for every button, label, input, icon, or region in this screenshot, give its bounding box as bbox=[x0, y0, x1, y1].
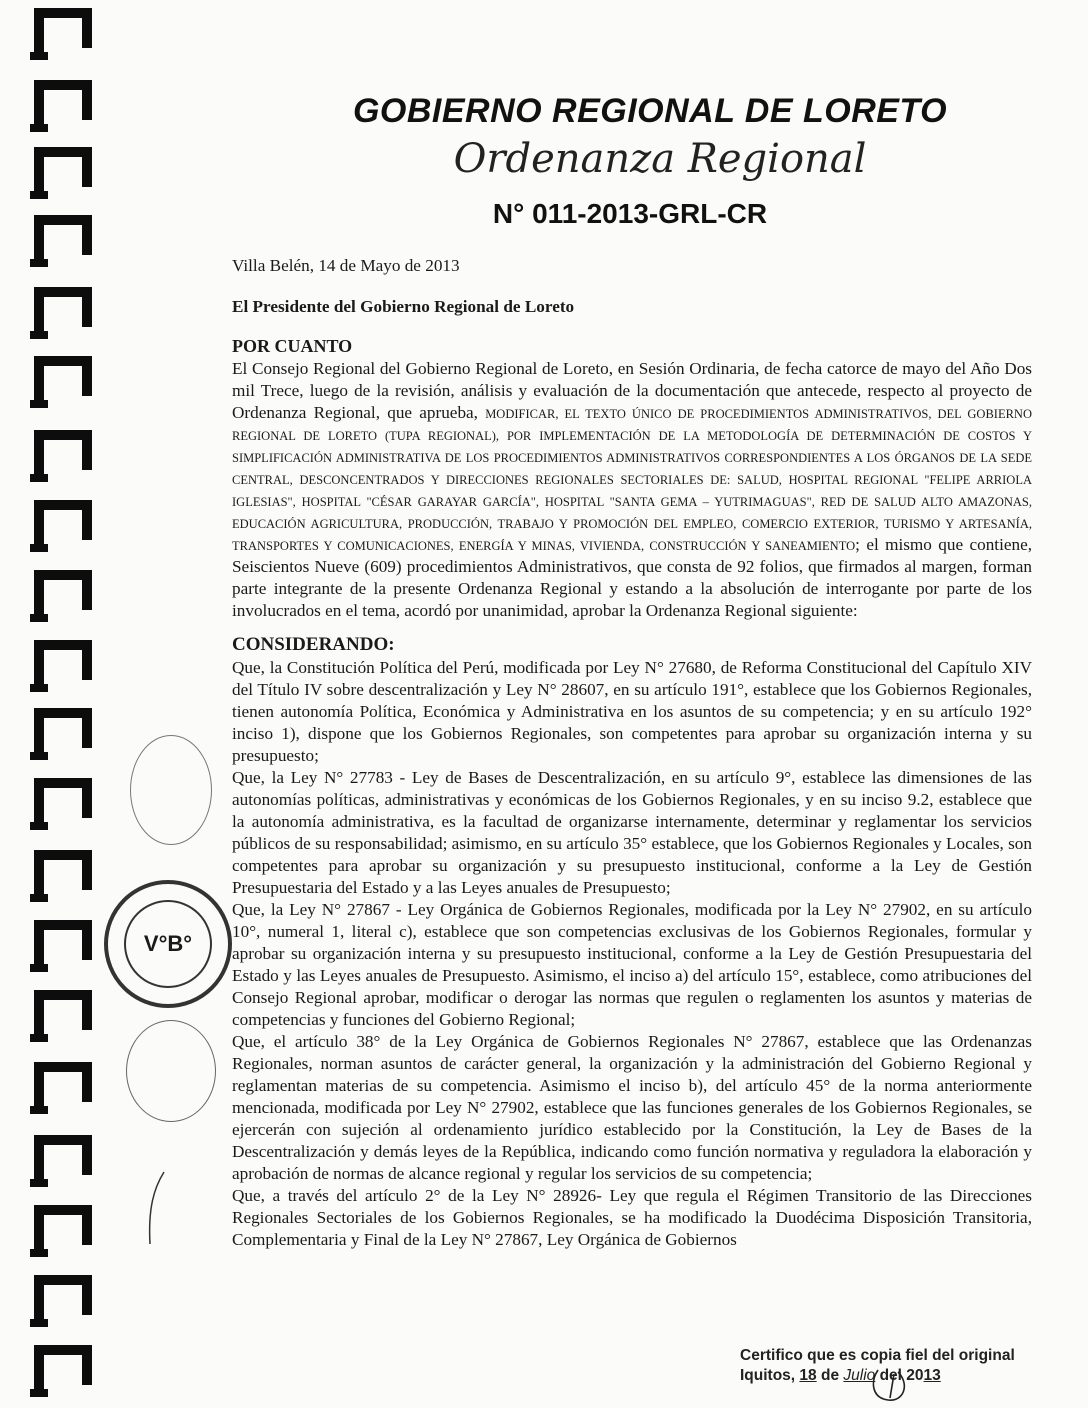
binding-ring bbox=[30, 1062, 96, 1114]
cert-month: Julio bbox=[843, 1367, 876, 1384]
considerando-body bbox=[232, 657, 1032, 1251]
ordinance-number: N° 011-2013-GRL-CR bbox=[492, 198, 768, 229]
binding-ring bbox=[30, 850, 96, 902]
por-cuanto-caps-text: MODIFICAR, EL TEXTO ÚNICO DE PROCEDIMIENTOS ADMINISTRATIVOS, DEL GOBIERNO REGIONAL DE LORETO (TUPA REGIONAL), POR IMPLEMENTACIÓN DE LA METODOLOGÍA DE DETERMINACIÓN DE COSTOS Y SIMPLIFICACIÓN ADMINISTRATIVA DE LOS PROCEDIMIENTOS ADMINISTRATIVOS CORRESPONDIENTES A LOS ÓRGANOS DE LA SEDE CENTRAL, DESCONCENTRADOS Y DIRECCIONES REGIONALES SECTORIALES DE: SALUD, HOSPITAL REGIONAL "FELIPE ARRIOLA IGLESIAS", HOSPITAL "CÉSAR GARAYAR GARCÍA", HOSPITAL "SANTA GEMA – YUTRIMAGUAS", RED DE SALUD ALTO AMAZONAS, EDUCACIÓN AGRICULTURA, PRODUCCIÓN, TRABAJO Y PROMOCIÓN DEL EMPLEO, COMERCIO EXTERIOR, TURISMO Y ARTESANÍA, TRANSPORTES Y COMUNICACIONES, ENERGÍA Y MINAS, VIVIENDA, CONSTRUCCIÓN Y SANEAMIENTO bbox=[232, 407, 1032, 553]
spiral-binding bbox=[30, 0, 100, 1408]
handwritten-mark bbox=[140, 1168, 170, 1248]
considerando-heading: CONSIDERANDO: bbox=[232, 634, 395, 655]
dateline: Villa Belén, 14 de Mayo de 2013 bbox=[232, 256, 460, 275]
official-seal bbox=[104, 880, 232, 1008]
por-cuanto-paragraph bbox=[232, 358, 1032, 622]
cert-place: Iquitos, bbox=[740, 1367, 800, 1384]
binding-ring bbox=[30, 1135, 96, 1187]
considerando-paragraph: Que, la Ley N° 27783 - Ley de Bases de Descentralización, en su artículo 9°, establece las dimensiones de las autonomías políticas, administrativas y económicas de los Gobiernos Regionales, y en su inciso 9.2, establece que la autonomía administrativa, es la facultad de organizarse internamente, determinar y reglamentar los servicios públicos de su responsabilidad; asimismo, en su artículo 35° establece, que los Gobiernos Regionales y Locales, son competentes para aprobar su organización y su presupuesto institucional, conforme a la Ley de Gestión Presupuestaria del Estado y a las Leyes anuales de Presupuesto; bbox=[232, 768, 1032, 897]
binding-ring bbox=[30, 147, 96, 199]
seal-inner-ring bbox=[124, 900, 212, 988]
signature bbox=[868, 1364, 928, 1404]
seal-center-text: V°B° bbox=[143, 931, 193, 956]
binding-ring bbox=[30, 430, 96, 482]
binding-ring bbox=[30, 1275, 96, 1327]
binding-ring bbox=[30, 215, 96, 267]
por-cuanto-heading: POR CUANTO bbox=[232, 336, 353, 356]
certification-line-1: Certifico que es copia fiel del original bbox=[740, 1347, 1015, 1364]
binding-ring bbox=[30, 1345, 96, 1397]
binding-ring bbox=[30, 80, 96, 132]
document-type-title: Ordenanza Regional bbox=[453, 136, 867, 182]
binding-ring bbox=[30, 990, 96, 1042]
binding-ring bbox=[30, 287, 96, 339]
por-cuanto-rest: ; el mismo que contiene, Seiscientos Nueve (609) procedimientos Administrativos, que consta de 92 folios, que firmados al margen, forman parte integrante de la presente Ordenanza Regional y estando a la absolución de interrogante por parte de los involucrados en el tema, acordó por unanimidad, aprobar la Ordenanza Regional siguiente: bbox=[232, 535, 1032, 620]
faint-stamp bbox=[130, 735, 212, 845]
binding-ring bbox=[30, 920, 96, 972]
binding-ring bbox=[30, 640, 96, 692]
cert-day: 18 bbox=[799, 1367, 817, 1384]
cert-year-prefix: del 20 bbox=[875, 1367, 924, 1384]
considerando-paragraph: Que, la Constitución Política del Perú, modificada por Ley N° 27680, de Reforma Constitucional del Capítulo XIV del Título IV sobre descentralización y Ley N° 28607, en su artículo 191°, establece que los Gobiernos Regionales, tienen autonomía Política, Económica y Administrativa en los asuntos de su competencia; y en su artículo 192° inciso 1), dispone que los Gobiernos Regionales, son competentes para aprobar su organización interna y su presupuesto; bbox=[232, 658, 1032, 765]
cert-de: de bbox=[816, 1367, 844, 1384]
binding-ring bbox=[30, 778, 96, 830]
binding-ring bbox=[30, 500, 96, 552]
binding-ring bbox=[30, 356, 96, 408]
binding-ring bbox=[30, 1205, 96, 1257]
binding-ring bbox=[30, 8, 96, 60]
considerando-paragraph: Que, la Ley N° 27867 - Ley Orgánica de Gobiernos Regionales, modificada por la Ley N° 27902, en su artículo 10°, numeral 1, literal c), establece que son competencias exclusivas de los Gobiernos Regionales, formular y aprobar su organización interna y su presupuesto institucional, conforme a la Ley de Gestión Presupuestaria del Estado y las Leyes anuales de Presupuesto. Asimismo, el inciso a) del artículo 15°, establece, como atribuciones del Consejo Regional aprobar, modificar o derogar las normas que regulen o reglamenten los asuntos y materias de competencias y funciones del Gobierno Regional; bbox=[232, 900, 1032, 1029]
organization-title: GOBIERNO REGIONAL DE LORETO bbox=[352, 92, 948, 130]
considerando-paragraph: Que, a través del artículo 2° de la Ley N° 28926- Ley que regula el Régimen Transitorio de las Direcciones Regionales Sectoriales de los Gobiernos Regionales, se ha modificado la Duodécima Disposición Transitoria, Complementaria y Final de la Ley N° 27867, Ley Orgánica de Gobiernos bbox=[232, 1186, 1032, 1249]
binding-ring bbox=[30, 570, 96, 622]
issuer-line: El Presidente del Gobierno Regional de Loreto bbox=[232, 297, 575, 316]
cert-year-suffix: 13 bbox=[923, 1367, 941, 1384]
por-cuanto-intro: El Consejo Regional del Gobierno Regional de Loreto, en Sesión Ordinaria, de fecha catorce de mayo del Año Dos mil Trece, luego de la revisión, análisis y evaluación de la documentación que antecede, respecto al proyecto de Ordenanza Regional, que aprueba, bbox=[232, 359, 1032, 422]
binding-ring bbox=[30, 708, 96, 760]
considerando-paragraph: Que, el artículo 38° de la Ley Orgánica de Gobiernos Regionales N° 27867, establece que las Ordenanzas Regionales, norman asuntos de carácter general, la organización y la administración del Gobierno Regional y reglamentan materias de su competencia. Asimismo el inciso b), del artículo 45° de la norma anteriormente mencionada, modificada por Ley N° 27902, establece que las funciones generales de los Gobiernos Regionales, se ejercerán con sujeción al ordenamiento jurídico establecido por la Constitución, la Ley de Bases de la Descentralización y demás leyes de la República, indicando como función normativa y reguladora la elaboración y aprobación de normas de alcance regional y regular los servicios de su competencia; bbox=[232, 1032, 1032, 1183]
secondary-stamp bbox=[126, 1020, 216, 1122]
